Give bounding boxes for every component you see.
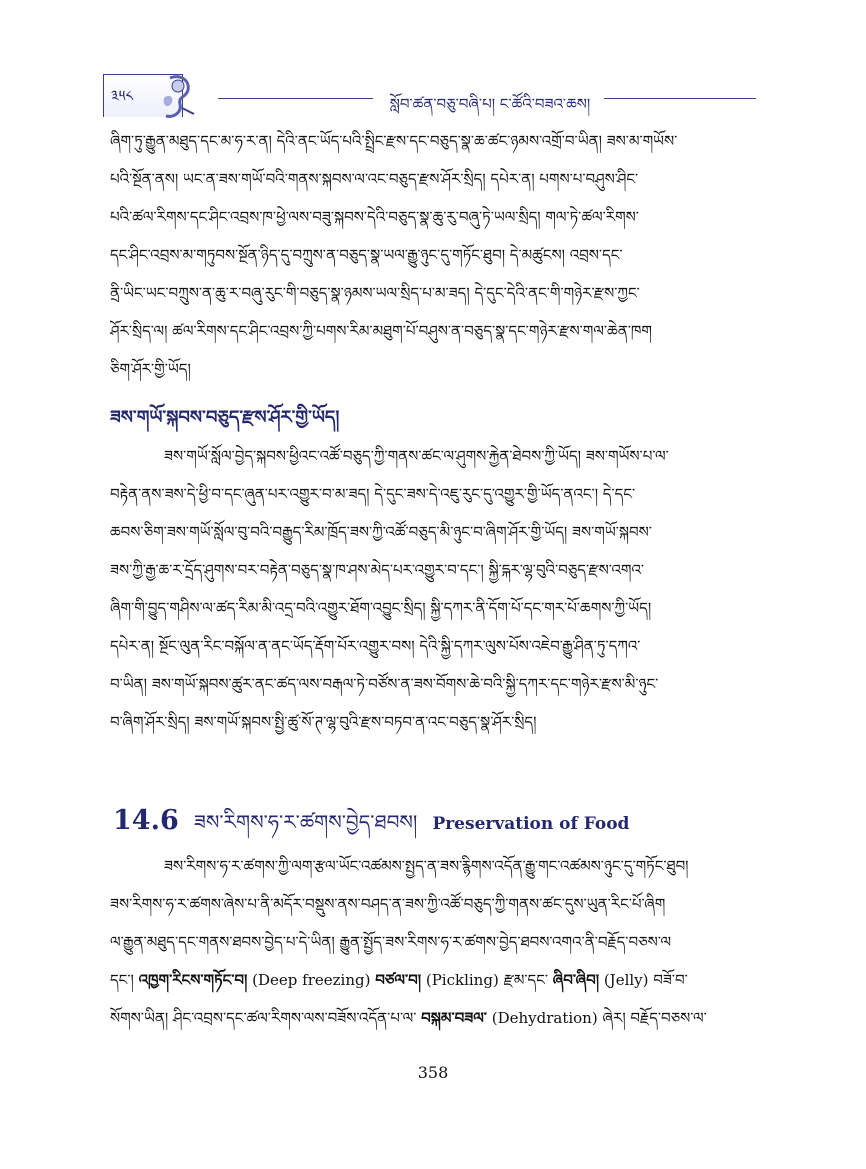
text-line: ནྲི་ཡིང་ཡང་བཀྲུས་ན་ཆུ་ར་བཞུ་རུང་གི་བཅུད་སྣ་ཉམས་ཡལ་སྲིད་པ་མ་ཟད། དེ་དུང་དེའི་ནང་གི་གཉེར་རྫས་ཀྱང་ [110, 284, 640, 302]
section-number: 14.6 [113, 805, 179, 836]
text-line: ཆབས་ཅིག་ཟས་གཡོ་སློལ་བུ་བའི་བརྒྱུད་རིམ་ཁྲོད་ཟས་ཀྱི་འཚོ་བཅུད་མི་ཉུང་བ་ཞིག་ཤོར་གྱི་ཡོད། ཟས་གཡོ་སྐབས་ [110, 523, 652, 541]
text-line: བ་ཡིན། ཟས་གཡོ་སྐབས་ཚུར་ནང་ཚད་ལས་བརྒལ་ཏེ་བཙོས་ན་ཟས་བོགས་ཆེ་བའི་སྐྱི་དཀར་དང་གཉེར་རྫས་མི་ཉུང་ [110, 675, 659, 693]
term-pickling-english: (Pickling) [425, 971, 499, 989]
text-span: དང་། [110, 971, 139, 989]
text-span: ཞེར། བརྗོད་བཅས་ལ་ [602, 1009, 707, 1027]
paragraph-3 [110, 847, 760, 1037]
text-span: སོགས་ཡིན། ཤིང་འབྲས་དང་ཚལ་རིགས་ལས་བཟོས་འདོན་པ་ལ་ [110, 1009, 417, 1027]
text-span: བཟོ་བ་ [653, 971, 688, 989]
text-line: ཤོར་སྲིད་ལ། ཚལ་རིགས་དང་ཤིང་འབྲས་ཀྱི་པགས་རིམ་མཐུག་པོ་བཤུས་ན་བཅུད་སྣ་དང་གཉེར་རྫས་གལ་ཆེན་ཁག [110, 322, 652, 340]
term-jelly: ཞིབ་ཞིབ། [552, 971, 600, 989]
text-line: བ་ཞིག་ཤོར་སྲིད། ཟས་གཡོ་སྐབས་སྤྱི་ཚུ་སོ་ཊ་ལྷ་བུའི་རྫས་བཏབ་ན་འང་བཅུད་སྣ་ཤོར་སྲིད། [110, 713, 537, 731]
running-title: སློབ་ཚན་བཅུ་བཞི་པ། ང་ཚོའི་བཟའ་ཆས། [389, 95, 591, 113]
text-line: ཅིག་ཤོར་གྱི་ཡོད། [110, 360, 191, 378]
header-rule-left [218, 98, 373, 99]
text-line [110, 961, 760, 999]
term-deep-freezing-english: (Deep freezing) [252, 971, 371, 989]
paragraph-2 [110, 437, 760, 741]
term-dehydration-english: (Dehydration) [491, 1009, 598, 1027]
text-line: པའི་ཚལ་རིགས་དང་ཤིང་འབྲས་ཁ་ཕྱེ་ལས་བཟུ་སྐབས་དེའི་བཅུད་སྣ་ཆུ་རུ་བཞུ་ཏེ་ཡལ་སྲིད། གལ་ཏེ་ཚལ་རིགས་ [110, 208, 639, 226]
page-header [0, 0, 866, 120]
text-line: ཟས་གཡོ་སློལ་བྱེད་སྐབས་ཕྱིའང་འཚོ་བཅུད་ཀྱི་གནས་ཚང་ལ་ཤུགས་རྐྱེན་ཐེབས་ཀྱི་ཡོད། ཟས་གཡོས་པ་ལ་ [164, 447, 669, 465]
paragraph-1 [110, 122, 760, 388]
header-rule-right [604, 98, 756, 99]
text-line: དང་ཤིང་འབྲས་མ་གཏུབས་སྔོན་ཉིད་དུ་བཀྲུས་ན་བཅུད་སྣ་ཡལ་རྒྱུ་ཉུང་དུ་གཏོང་ཐུབ། དེ་མཚུངས། འབྲས་དང་ [110, 246, 623, 264]
term-jelly-english: (Jelly) [603, 971, 649, 989]
section-title-english: Preservation of Food [432, 814, 630, 834]
text-line: པའི་སྔོན་ནས། ཡང་ན་ཟས་གཡོ་བའི་གནས་སྐབས་ལ་འང་བཅུད་རྫས་ཤོར་སྲིད། དཔེར་ན། པགས་པ་བཤུས་ཤིང་ [110, 170, 639, 188]
text-line: ཟས་རིགས་ཧ་ར་ཚགས་ཞེས་པ་ནི་མདོར་བསྡུས་ནས་བཤད་ན་ཟས་ཀྱི་འཚོ་བཅུད་ཀྱི་གནས་ཚང་དུས་ཡུན་རིང་པོ་ཞིག [110, 895, 666, 913]
text-line: ཞིག་གི་བྱུད་གཤིས་ལ་ཚད་རིམ་མི་འདྲ་བའི་འགྱུར་ཐོག་འབྱུང་སྲིད། སྐྱི་དཀར་ནི་དོག་པོ་དང་གར་པོ་ཆགས་ཀྱི་ཡོད། [110, 599, 652, 617]
section-title-tibetan: ཟས་རིགས་ཧ་ར་ཚགས་བྱེད་ཐབས། [193, 810, 418, 834]
text-line: དཔེར་ན། སྔོང་ལུན་རིང་བསྐོལ་ན་ནང་ཡོད་རྡོག་པོར་འགྱུར་བས། དེའི་སྐྱི་དཀར་ལུས་པོས་འཇེབ་རྒྱུ་ཤིན་ཏུ་དཀའ་ [110, 637, 641, 655]
term-deep-freezing: འཁྱག་རིངས་གཏོང་བ། [138, 971, 248, 989]
text-line: ཟས་ཀྱི་རྒྱ་ཆ་ར་དྲོད་ཤུགས་བར་བརྟེན་བཅུད་སྣ་ཁ་ཤས་མེད་པར་འགྱུར་བ་དང་། སྐྱི་དྐར་ལྷ་བུའི་བཅུད་རྫས་འགའ་ [110, 561, 645, 579]
text-line: བརྟེན་ནས་ཟས་དེ་ཕྱི་བ་དང་ཞུན་པར་འགྱུར་བ་མ་ཟད། དེ་དུང་ཟས་དེ་འཇུ་རུང་དུ་འགྱུར་གྱི་ཡོད་ནའང་། དེ་དང་ [110, 485, 636, 503]
term-dehydration: བསྐམ་བཟལ་ [421, 1009, 487, 1027]
text-line: ལ་རྒྱུན་མཐུད་དང་གནས་ཐབས་བྱེད་པ་དེ་ཡིན། རྒྱུན་སྤྱོད་ཟས་རིགས་ཧ་ར་ཚགས་བྱེད་ཐབས་འགའ་ནི་བརྗོད་བཅས་ལ [110, 933, 672, 951]
text-span: རྫམ་དང་ [503, 971, 548, 989]
footer-page-number: 358 [417, 1063, 449, 1082]
header-page-number: ༣༥༨ [111, 87, 134, 105]
text-line: ཞིག་ཏུ་རྒྱུན་མཐུད་དང་མ་ཧ་ར་ན། དེའི་ནང་ཡོད་པའི་སྤྲིང་རྫས་དང་བཅུད་སྣ་ཆ་ཚང་ཉམས་འགྲོ་བ་ཡིན། ཟས་མ་གཡོས་ [110, 132, 678, 150]
sub-heading: ཟས་གཡོ་སྐབས་བཅུད་རྫས་ཤོར་གྱི་ཡོད། [110, 407, 340, 428]
decorative-figure-icon [150, 74, 208, 120]
text-line: ཟས་རིགས་ཧ་ར་ཚགས་ཀྱི་ལག་རྩལ་ཡོང་འཚམས་སྤྱད་ན་ཟས་རྙིགས་འདོན་རྒྱུ་གང་འཚམས་ཉུང་དུ་གཏོང་ཐུབ། [164, 857, 689, 875]
text-line [110, 999, 760, 1037]
term-pickling: བཙལ་བ། [375, 971, 422, 989]
section-heading [113, 800, 629, 840]
